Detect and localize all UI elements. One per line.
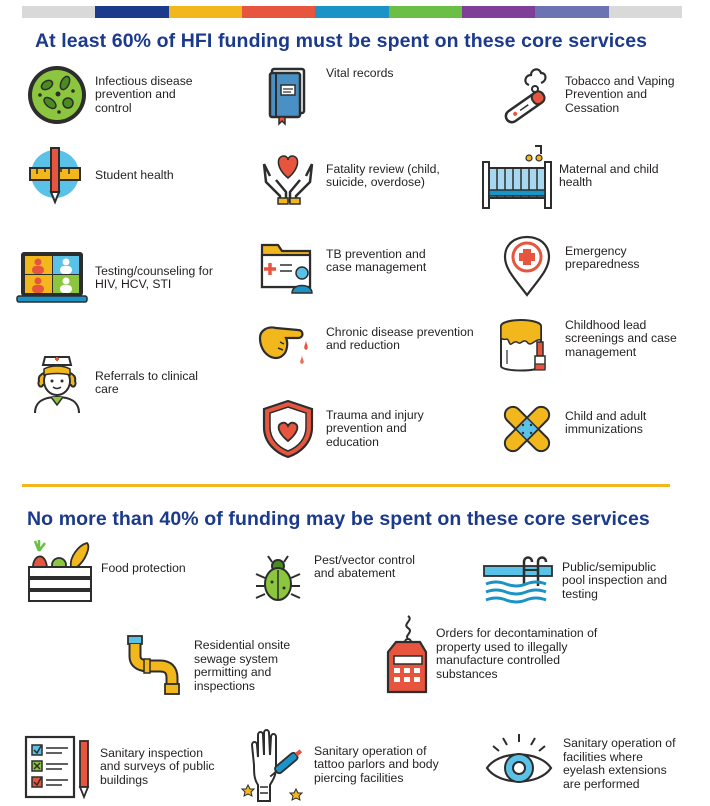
pool-ladder-icon: [480, 552, 556, 610]
color-bar-segment: [609, 6, 682, 18]
hands-heart-icon: [256, 144, 320, 208]
service-item: [380, 612, 606, 696]
color-bar-segment: [535, 6, 608, 18]
color-bar-segment: [389, 6, 462, 18]
service-item: [25, 63, 213, 127]
service-item: [25, 351, 210, 415]
color-bar-segment: [95, 6, 168, 18]
service-label: Testing/counseling for HIV, HCV, STI: [95, 263, 213, 291]
shield-heart-icon: [256, 397, 320, 461]
color-bar-segment: [242, 6, 315, 18]
service-item: [25, 144, 205, 208]
service-label: Tobacco and Vaping Prevention and Cessation: [565, 73, 675, 115]
sewage-pipe-icon: [124, 632, 188, 700]
service-label: Residential onsite sewage system permitting and inspections: [194, 638, 291, 693]
hazard-tag-icon: [380, 612, 430, 696]
service-label: Food protection: [101, 561, 186, 576]
service-item: [483, 730, 681, 798]
color-bar-segment: [315, 6, 388, 18]
service-label: Public/semipublic pool inspection and testing: [562, 559, 668, 601]
service-label: TB prevention and case management: [326, 246, 427, 274]
service-item: [236, 725, 454, 805]
service-label: Orders for decontamination of property used to illegally manufacture controlled substances: [436, 626, 598, 681]
bandages-icon: [495, 397, 559, 461]
service-item: [124, 632, 314, 700]
color-bar-segment: [462, 6, 535, 18]
video-call-laptop-icon: [15, 248, 89, 308]
crib-icon: [479, 140, 555, 212]
patient-folder-icon: [256, 233, 320, 297]
section-2-title: No more than 40% of funding may be spent on these core services: [27, 508, 650, 530]
service-item: [25, 537, 201, 605]
service-label: Infectious disease prevention and control: [95, 73, 193, 115]
service-item: [256, 397, 436, 461]
vape-pen-icon: [495, 63, 559, 127]
checklist-icon: [22, 733, 94, 801]
section-divider: [22, 484, 670, 487]
food-crate-icon: [25, 537, 95, 605]
service-item: [256, 233, 441, 297]
service-item: [480, 552, 680, 610]
service-item: [22, 733, 215, 801]
service-label: Emergency preparedness: [565, 243, 640, 271]
service-item: [495, 63, 683, 127]
tattoo-arm-icon: [236, 725, 308, 805]
service-label: Childhood lead screenings and case management: [565, 317, 677, 359]
finger-prick-icon: [256, 312, 320, 376]
service-label: Vital records: [326, 66, 394, 81]
service-label: Referrals to clinical care: [95, 368, 198, 396]
color-bar-segment: [169, 6, 242, 18]
service-label: Maternal and child health: [559, 161, 659, 189]
color-bar-segment: [22, 6, 95, 18]
service-label: Sanitary operation of facilities where eyelash extensions are performed: [563, 736, 676, 791]
record-book-icon: [256, 63, 320, 127]
service-item: [250, 552, 434, 604]
service-label: Fatality review (child, suicide, overdose): [326, 161, 440, 189]
service-item: [256, 312, 476, 376]
color-bar: [22, 6, 682, 18]
service-label: Trauma and injury prevention and education: [326, 407, 424, 449]
service-item: [15, 248, 215, 308]
service-item: [256, 144, 451, 208]
bacteria-petri-dish-icon: [25, 63, 89, 127]
service-label: Sanitary inspection and surveys of public buildings: [100, 745, 215, 787]
section-1-title: At least 60% of HFI funding must be spent on these core services: [35, 30, 648, 52]
bug-icon: [250, 552, 306, 604]
service-label: Pest/vector control and abatement: [314, 552, 415, 580]
service-item: [495, 397, 665, 461]
service-item: [495, 312, 680, 376]
service-label: Child and adult immunizations: [565, 408, 647, 436]
pencil-ruler-icon: [25, 144, 89, 208]
service-item: [495, 233, 665, 297]
service-label: Sanitary operation of tattoo parlors and body piercing facilities: [314, 743, 439, 785]
eye-icon: [483, 730, 555, 798]
nurse-icon: [25, 351, 89, 415]
paint-can-icon: [495, 312, 559, 376]
service-item: [256, 63, 426, 127]
medical-location-pin-icon: [495, 233, 559, 297]
service-label: Chronic disease prevention and reduction: [326, 324, 474, 352]
service-label: Student health: [95, 168, 174, 183]
service-item: [479, 140, 674, 212]
